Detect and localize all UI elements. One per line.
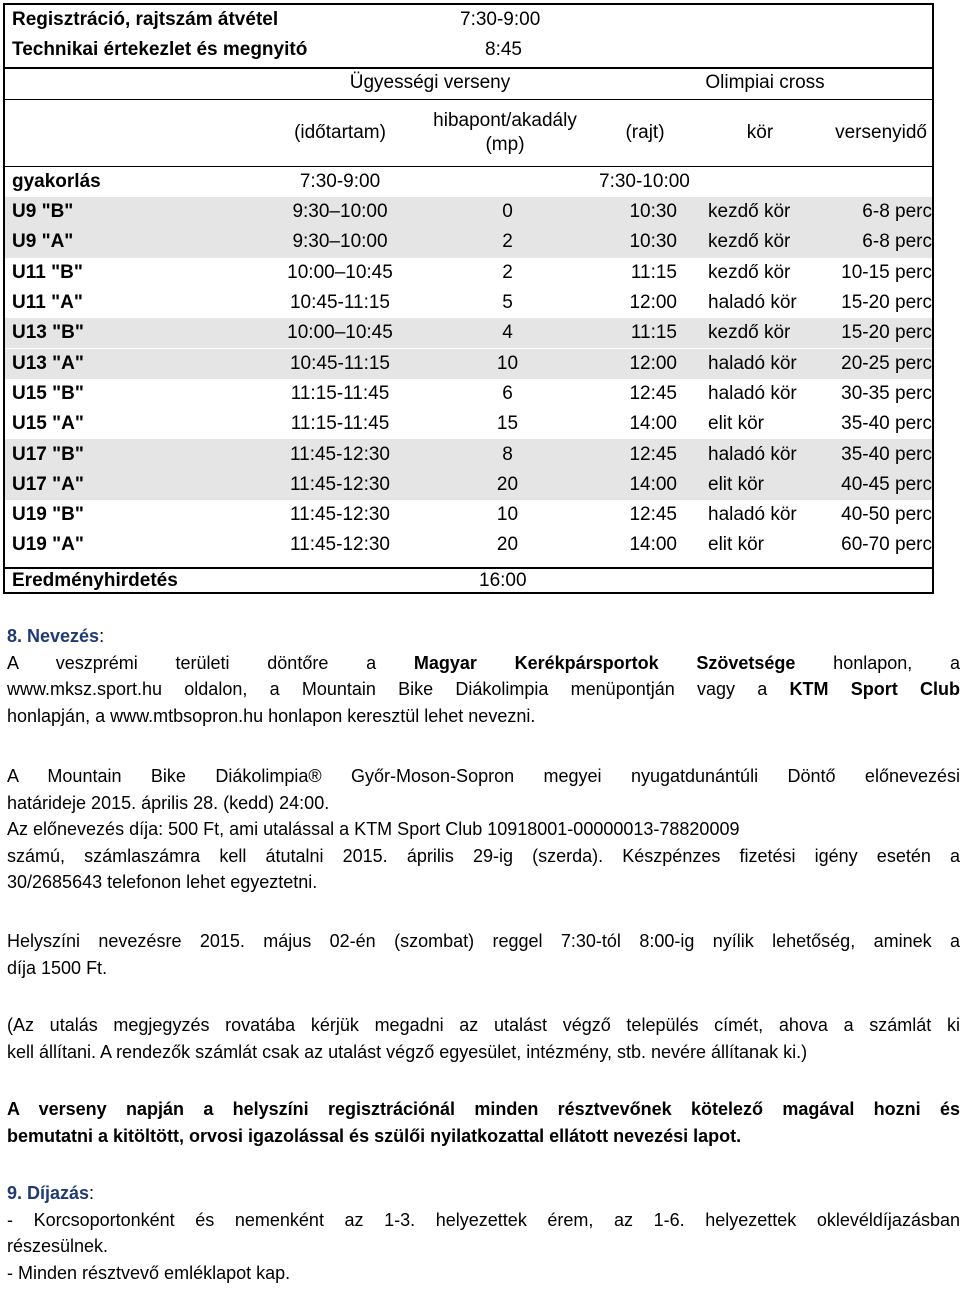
penalty-seconds: 6 [502, 382, 513, 404]
category-row [5, 439, 932, 469]
skill-duration: 10:45-11:15 [289, 352, 390, 374]
start-time: 11:15 [630, 322, 677, 344]
prizes-section [7, 1180, 960, 1286]
category-name: U15 "A" [12, 413, 84, 435]
category-row [5, 288, 932, 318]
skill-duration: 9:30–10:00 [292, 231, 388, 253]
entry-heading [7, 623, 960, 650]
race-duration: 35-40 perc [841, 443, 932, 465]
race-day-line-2: bemutatni a kitöltött, orvosi igazolással és szülői nyilatkozattal ellátott nevezési lapot. [7, 1125, 742, 1146]
results-label: Eredményhirdetés [12, 569, 178, 591]
lap-type: elit kör [708, 473, 764, 495]
lap-type: haladó kör [708, 382, 797, 404]
lap-type: haladó kör [708, 443, 797, 465]
prizes-heading-text: 9. Díjazás [7, 1183, 90, 1203]
skill-duration: 11:45-12:30 [289, 504, 390, 526]
entry-text: A veszprémi területi döntőre a [7, 652, 414, 673]
start-time: 10:30 [629, 201, 677, 223]
practice-skill-time: 7:30-9:00 [299, 171, 381, 192]
penalty-seconds: 5 [502, 292, 513, 314]
category-name: U9 "A" [12, 231, 74, 253]
category-name: U13 "A" [12, 352, 84, 374]
onsite-line-2: díja 1500 Ft. [7, 957, 108, 978]
entry-section [7, 623, 960, 729]
penalty-column-header [420, 100, 590, 166]
skill-duration: 11:45-12:30 [289, 473, 390, 495]
practice-cross-time: 7:30-10:00 [599, 171, 690, 192]
club-name: KTM Sport Club [789, 679, 960, 699]
skill-duration: 11:15-11:45 [290, 382, 390, 404]
skill-section-title: Ügyességi verseny [349, 72, 511, 93]
start-time: 14:00 [629, 473, 677, 495]
lap-type: kezdő kör [708, 201, 791, 223]
lap-type: kezdő kör [708, 231, 791, 253]
lap-type: elit kör [708, 413, 764, 435]
entry-heading-text: 8. Nevezés [7, 626, 100, 646]
prereg-line-1: A Mountain Bike Diákolimpia® Győr-Moson-Sopron megyei nyugatdunántúli Döntő előnevezési [7, 766, 960, 786]
results-row [5, 567, 932, 594]
column-header-row [5, 100, 932, 166]
onsite-paragraph [7, 928, 960, 981]
duration-column-header: (időtartam) [294, 122, 386, 143]
schedule-table [3, 3, 934, 594]
entry-text: honlapon, a [795, 652, 960, 673]
lap-type: haladó kör [708, 504, 797, 526]
prizes-heading [7, 1180, 960, 1207]
lap-type: haladó kör [708, 352, 797, 374]
briefing-row [5, 35, 932, 65]
race-duration: 30-35 perc [841, 382, 932, 404]
fee-line-3: 30/2685643 telefonon lehet egyeztetni. [7, 872, 318, 892]
category-row [5, 530, 932, 560]
fee-line-1: Az előnevezés díja: 500 Ft, ami utalással a KTM Sport Club 10918001-00000013-78820009 [7, 819, 740, 839]
section-header-row [5, 67, 932, 99]
category-name: U17 "A" [12, 473, 84, 495]
transfer-note-line-2: kell állítani. A rendezők számlát csak az utalást végző egyesület, intézmény, stb. nevére állítanak ki.) [7, 1041, 808, 1062]
skill-duration: 11:45-12:30 [289, 443, 390, 465]
prizes-line-1: - Korcsoportonként és nemenként az 1-3. helyezettek érem, az 1-6. helyezettek oklevéldíjazásban [7, 1209, 960, 1230]
onsite-line-1: Helyszíni nevezésre 2015. május 02-én (szombat) reggel 7:30-tól 8:00-ig nyílik lehetőség, aminek a [7, 931, 960, 951]
penalty-header-line1: hibapont/akadály [433, 110, 577, 131]
category-name: U19 "B" [12, 504, 84, 526]
category-row [5, 500, 932, 530]
skill-duration: 11:45-12:30 [289, 534, 390, 556]
race-day-paragraph [7, 1096, 960, 1149]
lap-column-header: kör [746, 122, 774, 143]
category-name: U11 "B" [12, 261, 83, 283]
entry-heading-colon: : [99, 626, 105, 646]
registration-time: 7:30-9:00 [460, 9, 541, 30]
start-time: 11:15 [630, 261, 677, 283]
cross-section-title: Olimpiai cross [705, 72, 825, 93]
results-time: 16:00 [479, 569, 527, 591]
race-duration: 35-40 perc [841, 413, 932, 435]
start-time: 14:00 [629, 534, 677, 556]
skill-duration: 10:00–10:45 [287, 322, 393, 344]
start-time: 12:45 [629, 382, 677, 404]
penalty-seconds: 20 [496, 473, 519, 495]
race-duration: 20-25 perc [841, 352, 932, 374]
category-row [5, 318, 932, 348]
lap-type: kezdő kör [708, 322, 791, 344]
start-time: 10:30 [629, 231, 677, 253]
prereg-line-2: határideje 2015. április 28. (kedd) 24:00. [7, 792, 330, 813]
start-column-header: (rajt) [625, 122, 665, 143]
lap-type: haladó kör [708, 292, 797, 314]
skill-duration: 9:30–10:00 [292, 201, 388, 223]
race-duration: 15-20 perc [841, 292, 932, 314]
lap-type: kezdő kör [708, 261, 791, 283]
briefing-label: Technikai értekezlet és megnyitó [12, 39, 308, 60]
start-time: 12:00 [629, 352, 677, 374]
category-row [5, 470, 932, 500]
race-duration: 40-45 perc [841, 473, 932, 495]
fee-line-2: számú, számlaszámra kell átutalni 2015. április 29-ig (szerda). Készpénzes fizetési igény esetén a [7, 845, 960, 866]
category-row [5, 379, 932, 409]
transfer-note-paragraph [7, 1012, 960, 1065]
start-time: 12:45 [629, 504, 677, 526]
penalty-seconds: 15 [496, 413, 519, 435]
race-time-column-header: versenyidő [835, 122, 927, 143]
registration-label: Regisztráció, rajtszám átvétel [12, 9, 279, 30]
start-time: 12:00 [629, 292, 677, 314]
penalty-seconds: 0 [502, 201, 513, 223]
practice-label: gyakorlás [12, 171, 101, 192]
category-row [5, 349, 932, 379]
race-duration: 40-50 perc [841, 504, 932, 526]
practice-row [5, 167, 932, 197]
skill-duration: 11:15-11:45 [290, 413, 390, 435]
category-row [5, 409, 932, 439]
penalty-seconds: 8 [502, 443, 513, 465]
race-day-line-1: A verseny napján a helyszíni regisztrációnál minden résztvevőnek kötelező magával hozni és [7, 1099, 960, 1119]
penalty-seconds: 2 [502, 261, 513, 283]
prizes-line-3: - Minden résztvevő emléklapot kap. [7, 1262, 291, 1283]
start-time: 14:00 [629, 413, 677, 435]
category-row [5, 197, 932, 227]
preregistration-paragraph [7, 763, 960, 896]
transfer-note-line-1: (Az utalás megjegyzés rovatába kérjük megadni az utalást végző település címét, ahova a számlát ki [7, 1015, 960, 1035]
category-name: U17 "B" [12, 443, 84, 465]
skill-duration: 10:45-11:15 [289, 292, 390, 314]
penalty-seconds: 10 [496, 352, 519, 374]
category-name: U19 "A" [12, 534, 84, 556]
prizes-line-2: részesülnek. [7, 1236, 109, 1256]
briefing-time: 8:45 [485, 39, 522, 60]
skill-duration: 10:00–10:45 [287, 261, 393, 283]
category-name: U15 "B" [12, 382, 84, 404]
penalty-seconds: 2 [502, 231, 513, 253]
penalty-seconds: 10 [496, 504, 519, 526]
registration-row [5, 5, 932, 35]
penalty-seconds: 20 [496, 534, 519, 556]
federation-name: Magyar Kerékpársportok Szövetsége [413, 652, 796, 673]
race-duration: 10-15 perc [841, 261, 932, 283]
entry-line-2 [7, 676, 960, 703]
start-time: 12:45 [629, 443, 677, 465]
category-row [5, 227, 932, 257]
entry-text: www.mksz.sport.hu oldalon, a Mountain Bike Diákolimpia menüpontján vagy a [7, 679, 790, 699]
penalty-seconds: 4 [502, 322, 513, 344]
race-duration: 6-8 perc [862, 201, 932, 223]
category-row [5, 258, 932, 288]
category-name: U13 "B" [12, 322, 84, 344]
entry-line-1 [7, 650, 960, 677]
penalty-header-line2: (mp) [485, 134, 525, 155]
prizes-heading-colon: : [89, 1183, 95, 1203]
lap-type: elit kör [708, 534, 764, 556]
race-duration: 15-20 perc [841, 322, 932, 344]
entry-line-3: honlapján, a www.mtbsopron.hu honlapon keresztül lehet nevezni. [7, 705, 536, 726]
category-name: U11 "A" [12, 292, 83, 314]
race-duration: 6-8 perc [862, 231, 932, 253]
category-name: U9 "B" [12, 201, 74, 223]
race-duration: 60-70 perc [841, 534, 932, 556]
